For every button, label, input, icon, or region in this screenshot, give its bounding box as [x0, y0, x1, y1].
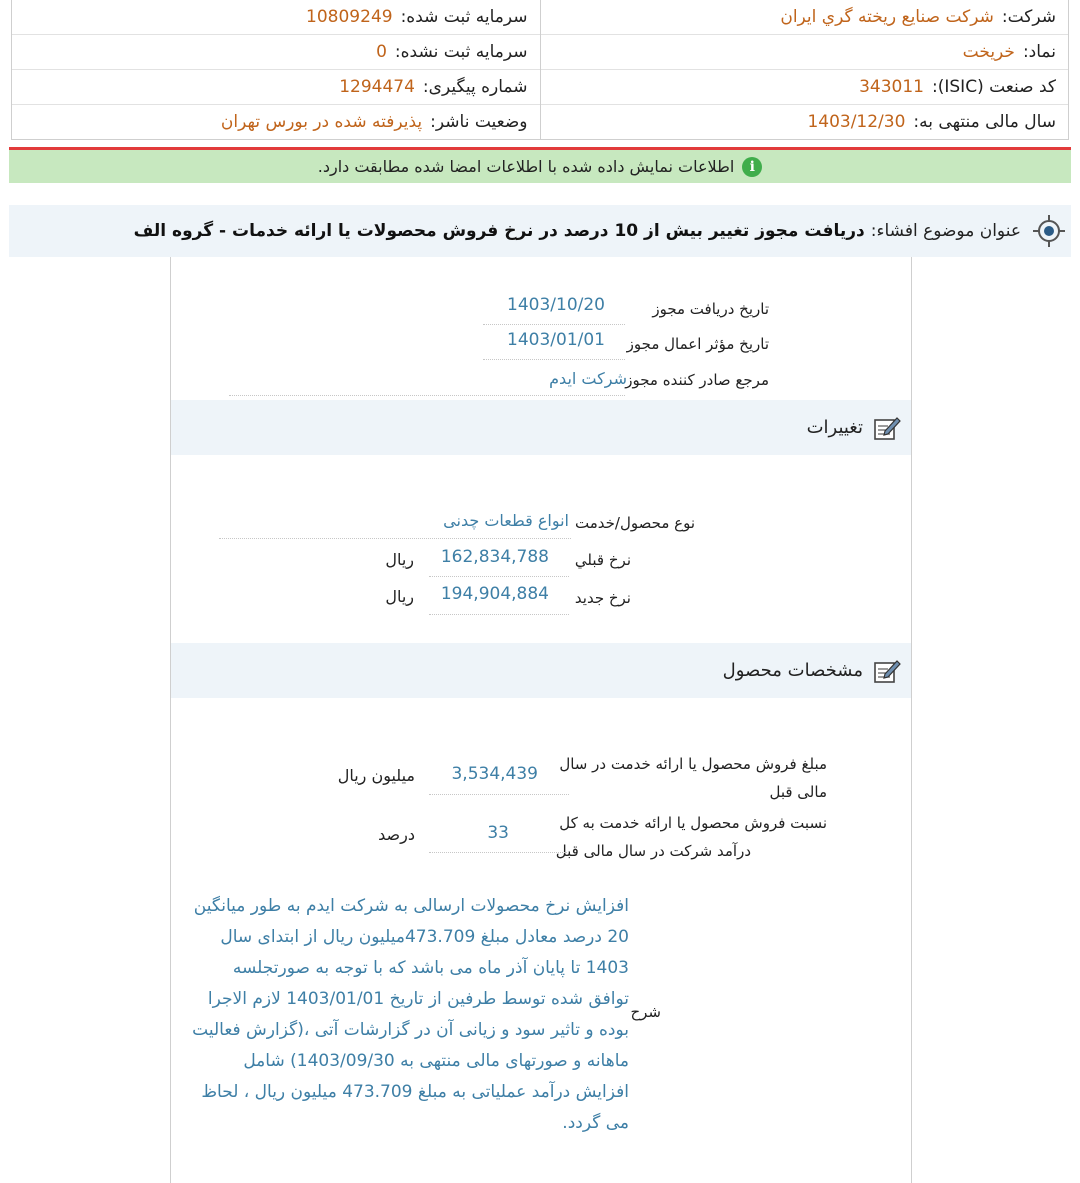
description-line: توافق شده توسط طرفین از تاریخ 1403/01/01 لازم الاجرا	[207, 989, 629, 1009]
registered-capital-label: سرمایه ثبت شده:	[400, 7, 528, 27]
publisher-status-row	[12, 104, 540, 139]
unregistered-capital-row	[12, 34, 540, 69]
tracking-number-value: 1294474	[339, 77, 415, 97]
effective-date-label: تاریخ مؤثر اعمال مجوز	[626, 335, 769, 353]
sales-underline	[429, 794, 569, 795]
publisher-status-label: وضعیت ناشر:	[430, 112, 528, 132]
company-row	[541, 0, 1069, 34]
isic-value: 343011	[859, 77, 924, 97]
description-line: افزایش درآمد عملیاتی به مبلغ 473.709 میلیون ریال ، لحاظ	[201, 1082, 629, 1102]
previous-rate-underline	[429, 576, 569, 577]
description-line: بوده و تاثیر سود و زیانی آن در گزارشات آتی ،(گزارش فعالیت	[192, 1020, 629, 1040]
signature-match-alert	[9, 147, 1071, 183]
disclosure-subject-bar	[9, 205, 1071, 257]
info-column-right	[541, 0, 1069, 139]
new-rate-value: 194,904,884	[440, 584, 549, 604]
effective-date-value: 1403/01/01	[507, 330, 605, 350]
unregistered-capital-value: 0	[376, 42, 387, 62]
receive-date-value: 1403/10/20	[507, 295, 605, 315]
registered-capital-row	[12, 0, 540, 34]
sales-value: 3,534,439	[451, 764, 538, 784]
receive-date-underline	[483, 324, 625, 325]
symbol-value[interactable]: خریخت	[962, 42, 1015, 62]
ratio-label-line2: درآمد شرکت در سال مالی قبل	[555, 842, 751, 860]
previous-rate-label: نرخ قبلي	[574, 551, 631, 569]
company-info-table	[11, 0, 1069, 140]
product-type-value: انواع قطعات چدنی	[443, 511, 569, 530]
unregistered-capital-label: سرمایه ثبت نشده:	[394, 42, 528, 62]
info-icon: i	[742, 157, 762, 177]
isic-label: کد صنعت (ISIC):	[932, 77, 1056, 97]
subject-label: عنوان موضوع افشاء:	[870, 221, 1021, 241]
description-line: 20 درصد معادل مبلغ 473.709میلیون ریال از ابتدای سال	[220, 927, 629, 947]
issuer-value: شرکت ایدم	[549, 369, 627, 388]
symbol-row	[541, 34, 1069, 69]
symbol-label: نماد:	[1022, 42, 1056, 62]
new-rate-label: نرخ جدید	[574, 589, 631, 607]
description-line: افزایش نرخ محصولات ارسالی به شرکت ایدم به طور میانگین	[193, 896, 629, 916]
registered-capital-value: 10809249	[306, 7, 393, 27]
issuer-label: مرجع صادر کننده مجوز	[625, 371, 769, 389]
description-line: 1403 تا پایان آذر ماه می باشد که با توجه به صورتجلسه	[232, 958, 629, 978]
changes-section-header	[171, 400, 911, 455]
issuer-underline	[229, 395, 625, 396]
tracking-number-row	[12, 69, 540, 104]
receive-date-label: تاریخ دریافت مجوز	[652, 300, 769, 318]
isic-row	[541, 69, 1069, 104]
edit-icon	[873, 658, 901, 684]
description-line: ماهانه و صورتهای مالی منتهی به 1403/09/30) شامل	[243, 1051, 629, 1071]
previous-rate-unit: ريال	[385, 550, 414, 569]
changes-title: تغییرات	[806, 417, 863, 438]
new-rate-unit: ريال	[385, 587, 414, 606]
sales-unit: میلیون ريال	[337, 766, 415, 785]
alert-text: اطلاعات نمایش داده شده با اطلاعات امضا شده مطابقت دارد.	[317, 157, 735, 176]
publisher-status-value: پذیرفته شده در بورس تهران	[220, 112, 423, 132]
effective-date-underline	[483, 359, 625, 360]
company-value[interactable]: شرکت صنایع ریخته گري ايران	[780, 7, 994, 27]
fiscal-year-label: سال مالی منتهی به:	[913, 112, 1056, 132]
product-specs-title: مشخصات محصول	[722, 660, 863, 681]
ratio-label-line1: نسبت فروش محصول یا ارائه خدمت به کل	[559, 814, 827, 832]
tracking-number-label: شماره پیگیری:	[422, 77, 528, 97]
previous-rate-value: 162,834,788	[440, 547, 549, 567]
company-label: شرکت:	[1001, 7, 1056, 27]
info-column-left	[12, 0, 541, 139]
description-label: شرح	[630, 1003, 661, 1021]
product-type-underline	[219, 538, 571, 539]
sales-label-line2: مالی قبل	[769, 783, 827, 801]
edit-icon	[873, 415, 901, 441]
ratio-underline	[429, 852, 569, 853]
subject-value: دریافت مجوز تغییر بیش از 10 درصد در نرخ فروش محصولات یا ارائه خدمات - گروه الف	[133, 221, 865, 241]
disclosure-panel	[170, 257, 912, 1183]
sales-label-line1: مبلغ فروش محصول یا ارائه خدمت در سال	[559, 755, 827, 773]
new-rate-underline	[429, 614, 569, 615]
ratio-value: 33	[487, 823, 509, 843]
ratio-unit: درصد	[378, 825, 415, 844]
product-specs-section-header	[171, 643, 911, 698]
fiscal-year-row	[541, 104, 1069, 139]
description-line: می گردد.	[562, 1113, 629, 1133]
description-text	[192, 891, 629, 1139]
target-icon	[1031, 213, 1067, 249]
product-type-label: نوع محصول/خدمت	[575, 514, 695, 532]
fiscal-year-value: 1403/12/30	[807, 112, 906, 132]
